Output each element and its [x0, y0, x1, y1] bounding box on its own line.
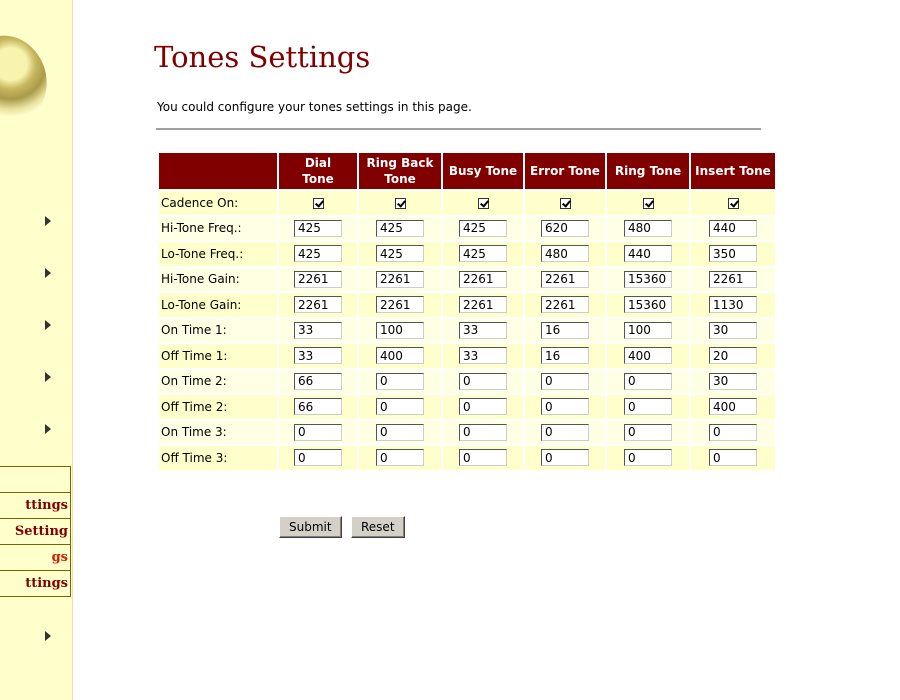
cadence-on-checkbox[interactable] — [478, 198, 489, 209]
tone-value-input[interactable] — [709, 296, 757, 313]
table-cell — [359, 319, 441, 343]
tone-value-input[interactable] — [624, 220, 672, 237]
table-cell — [607, 395, 689, 419]
table-cell — [443, 242, 523, 266]
table-cell — [359, 446, 441, 470]
logo — [0, 25, 59, 134]
table-cell — [279, 421, 357, 445]
column-header: Error Tone — [525, 153, 605, 189]
table-cell — [525, 446, 605, 470]
table-cell — [607, 293, 689, 317]
cadence-on-checkbox[interactable] — [643, 198, 654, 209]
tone-value-input[interactable] — [541, 424, 589, 441]
table-cell — [443, 446, 523, 470]
row-label: Lo-Tone Gain: — [159, 293, 277, 317]
table-cell — [443, 421, 523, 445]
nav-arrow-icon[interactable] — [45, 268, 51, 278]
table-row — [159, 370, 775, 394]
tone-value-input[interactable] — [541, 373, 589, 390]
tone-value-input[interactable] — [709, 347, 757, 364]
tone-value-input[interactable] — [459, 373, 507, 390]
cadence-on-checkbox[interactable] — [313, 198, 324, 209]
tone-value-input[interactable] — [541, 347, 589, 364]
row-label: On Time 3: — [159, 421, 277, 445]
tones-settings-table — [157, 151, 777, 472]
submit-button[interactable]: Submit — [279, 516, 342, 538]
cadence-on-checkbox[interactable] — [728, 198, 739, 209]
table-cell — [691, 268, 775, 292]
table-row — [159, 268, 775, 292]
tone-value-input[interactable] — [709, 322, 757, 339]
table-cell — [359, 370, 441, 394]
tone-value-input[interactable] — [294, 347, 342, 364]
tone-value-input[interactable] — [294, 271, 342, 288]
table-cell — [691, 191, 775, 215]
tone-value-input[interactable] — [376, 322, 424, 339]
row-label: Lo-Tone Freq.: — [159, 242, 277, 266]
cadence-on-checkbox[interactable] — [560, 198, 571, 209]
tone-value-input[interactable] — [376, 220, 424, 237]
tone-value-input[interactable] — [459, 245, 507, 262]
table-cell — [359, 293, 441, 317]
table-cell — [279, 344, 357, 368]
tone-value-input[interactable] — [709, 398, 757, 415]
tone-value-input[interactable] — [459, 296, 507, 313]
table-cell — [279, 446, 357, 470]
table-cell — [359, 242, 441, 266]
tone-value-input[interactable] — [541, 449, 589, 466]
tone-value-input[interactable] — [459, 322, 507, 339]
table-cell — [691, 217, 775, 241]
table-row — [159, 421, 775, 445]
tone-value-input[interactable] — [294, 245, 342, 262]
table-row — [159, 191, 775, 215]
page-description: You could configure your tones settings in this page. — [157, 100, 472, 114]
table-cell — [607, 268, 689, 292]
sidebar-submenu — [0, 466, 71, 597]
tone-value-input[interactable] — [376, 296, 424, 313]
row-label: Cadence On: — [159, 191, 277, 215]
row-label: Off Time 3: — [159, 446, 277, 470]
tone-value-input[interactable] — [541, 322, 589, 339]
tone-value-input[interactable] — [624, 398, 672, 415]
sidebar-submenu-item — [0, 467, 70, 492]
table-cell — [607, 217, 689, 241]
tone-value-input[interactable] — [376, 347, 424, 364]
tone-value-input[interactable] — [376, 271, 424, 288]
tone-value-input[interactable] — [294, 398, 342, 415]
table-cell — [443, 370, 523, 394]
table-cell — [279, 319, 357, 343]
tone-value-input[interactable] — [624, 271, 672, 288]
tone-value-input[interactable] — [294, 424, 342, 441]
tone-value-input[interactable] — [624, 245, 672, 262]
tone-value-input[interactable] — [376, 424, 424, 441]
column-header: Ring Tone — [607, 153, 689, 189]
table-cell — [607, 421, 689, 445]
tone-value-input[interactable] — [459, 449, 507, 466]
sidebar — [0, 0, 73, 700]
table-cell — [359, 191, 441, 215]
tone-value-input[interactable] — [459, 398, 507, 415]
tone-value-input[interactable] — [541, 220, 589, 237]
column-header: Busy Tone — [443, 153, 523, 189]
column-header: Insert Tone — [691, 153, 775, 189]
tone-value-input[interactable] — [459, 271, 507, 288]
table-cell — [525, 242, 605, 266]
tone-value-input[interactable] — [709, 424, 757, 441]
table-cell — [525, 319, 605, 343]
sidebar-submenu-item[interactable]: Setting — [0, 518, 70, 544]
table-cell — [691, 344, 775, 368]
nav-arrow-icon[interactable] — [45, 372, 51, 382]
row-label: On Time 2: — [159, 370, 277, 394]
nav-arrow-icon[interactable] — [45, 216, 51, 226]
table-cell — [279, 370, 357, 394]
table-cell — [607, 370, 689, 394]
table-row — [159, 446, 775, 470]
table-cell — [607, 446, 689, 470]
tone-value-input[interactable] — [541, 398, 589, 415]
table-cell — [443, 293, 523, 317]
cadence-on-checkbox[interactable] — [395, 198, 406, 209]
table-cell — [279, 242, 357, 266]
table-cell — [359, 344, 441, 368]
table-cell — [359, 268, 441, 292]
tone-value-input[interactable] — [459, 424, 507, 441]
row-label: On Time 1: — [159, 319, 277, 343]
tone-value-input[interactable] — [624, 296, 672, 313]
tone-value-input[interactable] — [294, 373, 342, 390]
table-header-row — [159, 153, 775, 189]
tone-value-input[interactable] — [541, 296, 589, 313]
table-cell — [443, 319, 523, 343]
row-label: Off Time 1: — [159, 344, 277, 368]
tone-value-input[interactable] — [709, 271, 757, 288]
tone-value-input[interactable] — [709, 449, 757, 466]
table-row — [159, 344, 775, 368]
table-cell — [691, 242, 775, 266]
table-cell — [525, 191, 605, 215]
table-cell — [279, 217, 357, 241]
tone-value-input[interactable] — [459, 220, 507, 237]
nav-arrow-icon[interactable] — [45, 631, 51, 641]
reset-button[interactable]: Reset — [351, 516, 405, 538]
row-label: Hi-Tone Freq.: — [159, 217, 277, 241]
tone-value-input[interactable] — [376, 245, 424, 262]
table-row — [159, 319, 775, 343]
tone-value-input[interactable] — [294, 220, 342, 237]
tone-value-input[interactable] — [624, 322, 672, 339]
sidebar-submenu-item[interactable]: gs — [0, 544, 70, 570]
table-cell — [525, 217, 605, 241]
table-cell — [279, 268, 357, 292]
table-cell — [607, 191, 689, 215]
tone-value-input[interactable] — [294, 322, 342, 339]
table-cell — [443, 395, 523, 419]
table-cell — [525, 268, 605, 292]
nav-arrow-icon[interactable] — [45, 424, 51, 434]
table-cell — [691, 446, 775, 470]
table-cell — [443, 344, 523, 368]
table-cell — [691, 370, 775, 394]
tone-value-input[interactable] — [459, 347, 507, 364]
nav-arrow-icon[interactable] — [45, 320, 51, 330]
table-cell — [279, 395, 357, 419]
table-cell — [279, 191, 357, 215]
table-row — [159, 293, 775, 317]
table-cell — [443, 217, 523, 241]
table-cell — [691, 395, 775, 419]
tone-value-input[interactable] — [709, 245, 757, 262]
header-corner — [159, 153, 277, 189]
tone-value-input[interactable] — [709, 373, 757, 390]
tone-value-input[interactable] — [624, 347, 672, 364]
table-cell — [525, 421, 605, 445]
tone-value-input[interactable] — [541, 245, 589, 262]
tone-value-input[interactable] — [709, 220, 757, 237]
tone-value-input[interactable] — [624, 424, 672, 441]
table-cell — [607, 344, 689, 368]
table-cell — [691, 319, 775, 343]
tone-value-input[interactable] — [624, 449, 672, 466]
table-cell — [359, 421, 441, 445]
table-cell — [607, 242, 689, 266]
sidebar-submenu-item[interactable]: ttings — [0, 492, 70, 518]
table-cell — [525, 370, 605, 394]
table-cell — [691, 293, 775, 317]
table-cell — [443, 191, 523, 215]
table-cell — [359, 217, 441, 241]
table-cell — [691, 421, 775, 445]
table-row — [159, 242, 775, 266]
column-header: Dial Tone — [279, 153, 357, 189]
column-header: Ring Back Tone — [359, 153, 441, 189]
row-label: Hi-Tone Gain: — [159, 268, 277, 292]
tone-value-input[interactable] — [294, 296, 342, 313]
tone-value-input[interactable] — [624, 373, 672, 390]
tone-value-input[interactable] — [376, 398, 424, 415]
table-cell — [525, 293, 605, 317]
tone-value-input[interactable] — [541, 271, 589, 288]
page-title: Tones Settings — [154, 40, 371, 74]
tone-value-input[interactable] — [376, 449, 424, 466]
table-row — [159, 217, 775, 241]
row-label: Off Time 2: — [159, 395, 277, 419]
tone-value-input[interactable] — [294, 449, 342, 466]
table-cell — [607, 319, 689, 343]
divider — [156, 128, 761, 130]
table-cell — [525, 344, 605, 368]
table-cell — [279, 293, 357, 317]
tone-value-input[interactable] — [376, 373, 424, 390]
table-row — [159, 395, 775, 419]
table-cell — [443, 268, 523, 292]
sidebar-submenu-item[interactable]: ttings — [0, 570, 70, 596]
table-cell — [359, 395, 441, 419]
table-cell — [525, 395, 605, 419]
